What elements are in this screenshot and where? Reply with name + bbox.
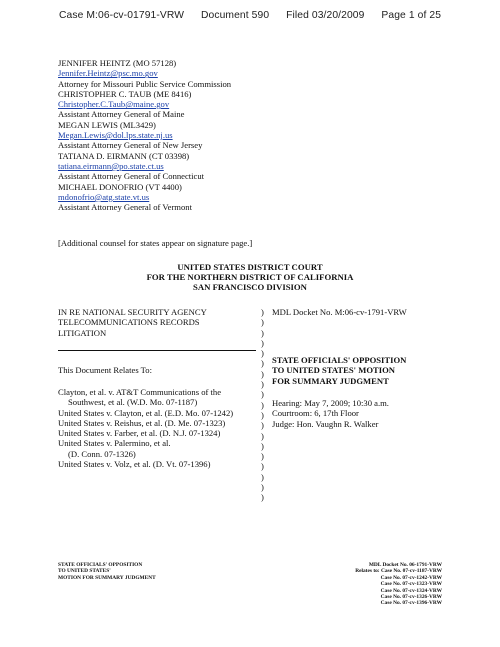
court-division: SAN FRANCISCO DIVISION xyxy=(193,282,307,292)
document-title-line: TO UNITED STATES' MOTION xyxy=(272,365,395,376)
document-title xyxy=(272,355,406,386)
counsel-line: Assistant Attorney General of Connecticut xyxy=(58,171,205,182)
footer-title-line: MOTION FOR SUMMARY JUDGMENT xyxy=(58,574,156,581)
counsel-email-link[interactable]: Jennifer.Heintz@psc.mo.gov xyxy=(58,68,158,79)
court-filing-header xyxy=(0,10,500,21)
paren: ) xyxy=(261,327,264,338)
related-case: United States v. Volz, et al. (D. Vt. 07-1396) xyxy=(58,459,211,470)
footer-title-line: TO UNITED STATES' xyxy=(58,568,111,575)
paren: ) xyxy=(261,492,264,503)
relates-to-label: This Document Relates To: xyxy=(58,365,152,375)
paren: ) xyxy=(261,409,264,420)
footer-case-line: Case No. 07-cv-1396-VRW xyxy=(380,600,442,607)
paren: ) xyxy=(261,471,264,482)
caption-paren-column xyxy=(261,307,264,503)
case-number: Case M:06-cv-01791-VRW xyxy=(58,10,185,21)
related-case: (D. Conn. 07-1326) xyxy=(68,448,136,459)
related-cases-list xyxy=(58,387,233,469)
courtroom: Courtroom: 6, 17th Floor xyxy=(272,408,359,419)
counsel-line: CHRISTOPHER C. TAUB (ME 8416) xyxy=(58,88,192,99)
counsel-line: MEGAN LEWIS (ML3429) xyxy=(58,119,156,130)
counsel-line: JENNIFER HEINTZ (MO 57128) xyxy=(58,58,177,68)
footer-case-line: MDL Docket No. 06-1791-VRW xyxy=(368,562,442,568)
footer-case-line: Case No. 07-cv-1323-VRW xyxy=(380,581,442,588)
paren: ) xyxy=(261,451,264,462)
court-district: FOR THE NORTHERN DISTRICT OF CALIFORNIA xyxy=(146,272,354,282)
counsel-email-link[interactable]: tatiana.eirmann@po.state.ct.us xyxy=(58,160,164,171)
counsel-line: Assistant Attorney General of Maine xyxy=(58,109,185,120)
additional-counsel-note: [Additional counsel for states appear on signature page.] xyxy=(58,238,253,248)
court-heading xyxy=(0,262,500,292)
counsel-email-link[interactable]: Megan.Lewis@dol.lps.state.nj.us xyxy=(58,130,173,141)
paren: ) xyxy=(261,440,264,451)
paren: ) xyxy=(261,368,264,379)
paren: ) xyxy=(261,430,264,441)
document-title-line: STATE OFFICIALS' OPPOSITION xyxy=(272,355,407,365)
footer-case-line: Case No. 07-cv-1326-VRW xyxy=(380,594,442,601)
in-re-line: IN RE NATIONAL SECURITY AGENCY xyxy=(58,307,207,317)
judge: Judge: Hon. Vaughn R. Walker xyxy=(272,418,379,429)
counsel-line: Assistant Attorney General of New Jersey xyxy=(58,140,203,151)
page-number: Page 1 of 25 xyxy=(381,10,442,21)
footer-case-numbers xyxy=(330,562,442,607)
related-case: United States v. Palermino, et al. xyxy=(58,438,171,449)
footer-case-line: Case No. 07-cv-1242-VRW xyxy=(380,574,442,581)
related-case: United States v. Farber, et al. (D. N.J. 07-1324) xyxy=(58,428,221,439)
in-re-line: TELECOMMUNICATIONS RECORDS xyxy=(58,317,200,328)
paren: ) xyxy=(261,389,264,400)
court-name: UNITED STATES DISTRICT COURT xyxy=(177,262,323,272)
paren: ) xyxy=(261,399,264,410)
footer-case-line: Case No. 07-cv-1324-VRW xyxy=(380,587,442,594)
counsel-line: TATIANA D. EIRMANN (CT 03398) xyxy=(58,150,190,161)
paren: ) xyxy=(261,317,264,328)
related-case: United States v. Clayton, et al. (E.D. Mo. 07-1242) xyxy=(58,407,234,418)
counsel-block xyxy=(58,58,231,212)
footer-case-line: Relates to: Case No. 07-cv-1187-VRW xyxy=(355,568,442,575)
counsel-email-link[interactable]: Christopher.C.Taub@maine.gov xyxy=(58,99,170,110)
paren: ) xyxy=(261,307,264,317)
related-case: United States v. Reishus, et al. (D. Me. 07-1323) xyxy=(58,417,226,428)
document-title-line: FOR SUMMARY JUDGMENT xyxy=(272,375,389,386)
footer-title-line: STATE OFFICIALS' OPPOSITION xyxy=(58,562,143,568)
paren: ) xyxy=(261,461,264,472)
filed-date: Filed 03/20/2009 xyxy=(286,10,365,21)
in-re-caption xyxy=(58,307,207,338)
paren: ) xyxy=(261,420,264,431)
paren: ) xyxy=(261,337,264,348)
paren: ) xyxy=(261,348,264,359)
in-re-line: LITIGATION xyxy=(58,327,107,338)
document-number: Document 590 xyxy=(200,10,270,21)
footer-document-title xyxy=(58,562,156,581)
related-case: Southwest, et al. (W.D. Mo. 07-1187) xyxy=(68,397,198,408)
paren: ) xyxy=(261,482,264,493)
counsel-line: Assistant Attorney General of Vermont xyxy=(58,202,192,213)
hearing-details xyxy=(272,398,389,429)
hearing-date: Hearing: May 7, 2009; 10:30 a.m. xyxy=(272,398,389,408)
counsel-line: Attorney for Missouri Public Service Commission xyxy=(58,78,232,89)
mdl-docket-number: MDL Docket No. M:06-cv-1791-VRW xyxy=(272,307,407,317)
caption-divider xyxy=(58,350,256,351)
paren: ) xyxy=(261,379,264,390)
paren: ) xyxy=(261,358,264,369)
counsel-line: MICHAEL DONOFRIO (VT 4400) xyxy=(58,181,182,192)
counsel-email-link[interactable]: mdonofrio@atg.state.vt.us xyxy=(58,191,150,202)
related-case: Clayton, et al. v. AT&T Communications of the xyxy=(58,387,222,397)
